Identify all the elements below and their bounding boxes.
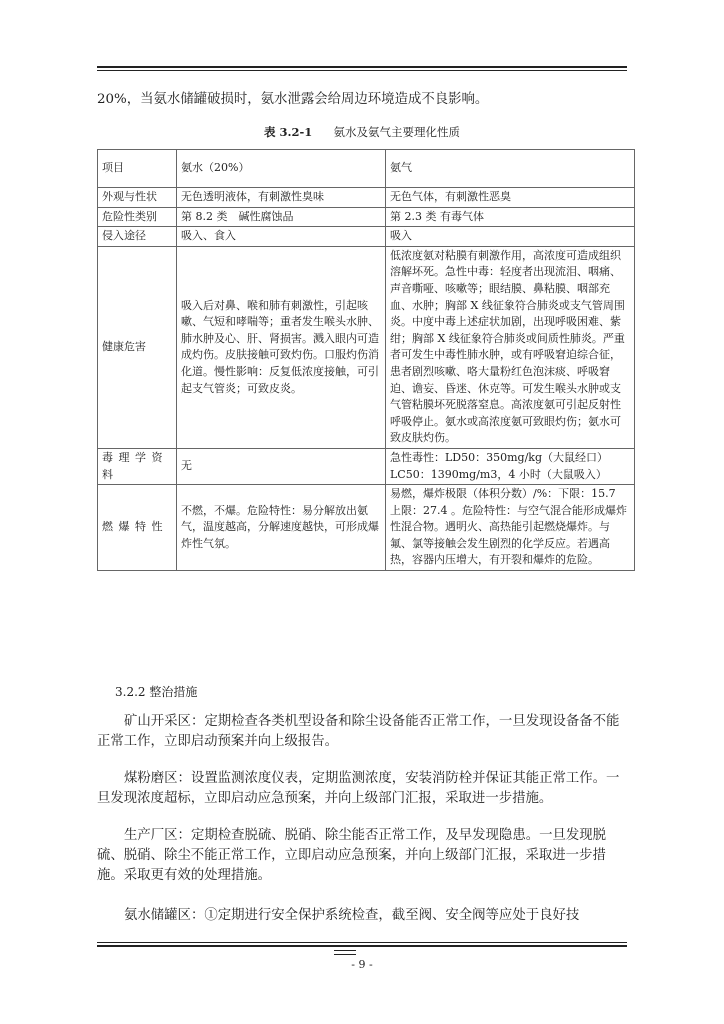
cell-route-water: 吸入、食入 <box>177 227 386 247</box>
paragraph-ammonia-tank-area: 氨水储罐区：①定期进行安全保护系统检查，截至阀、安全阀等应处于良好技 <box>124 908 580 923</box>
properties-table <box>97 149 635 571</box>
table-row <box>98 246 635 448</box>
table-row <box>98 207 635 227</box>
cell-health-gas: 低浓度氨对粘膜有刺激作用，高浓度可造成组织溶解坏死。急性中毒：轻度者出现流泪、咽痛、声音嘶哑、咳嗽等；眼结膜、鼻粘膜、咽部充血、水肿；胸部 X 线征象符合肺炎或支气管周围炎。中度中毒上述症状加剧，出现呼吸困难、紫绀；胸部 X 线征象符合肺炎或间质性肺炎。严重者可发生中毒性肺水肿，或有呼吸窘迫综合征，患者剧烈咳嗽、咯大量粉红色泡沫痰、呼吸窘迫、谵妄、昏迷、休克等。可发生喉头水肿或支气管粘膜坏死脱落窒息。高浓度氨可引起反射性呼吸停止。氨水或高浓度氨可致眼灼伤；氨水可致皮肤灼伤。 <box>386 246 635 448</box>
paragraph-production-area: 生产厂区：定期检查脱硫、脱硝、除尘能否正常工作，及早发现隐患。一旦发现脱硫、脱硝、除尘不能正常工作，立即启动应急预案，并向上级部门汇报，采取进一步措施。采取更有效的处理措施。 <box>97 828 607 883</box>
cell-hazard-class-water: 第 8.2 类 碱性腐蚀品 <box>177 207 386 227</box>
header-cell-item: 项目 <box>98 150 177 188</box>
cell-toxicology-gas: 急性毒性：LD50：350mg/kg（大鼠经口）LC50：1390mg/m3，4 小时（大鼠吸入） <box>386 448 635 484</box>
row-label-route: 侵入途径 <box>98 227 177 247</box>
footer-rule-thin <box>97 942 627 943</box>
section-heading: 3.2.2 整治措施 <box>115 685 198 699</box>
table-row <box>98 485 635 571</box>
cell-toxicology-water: 无 <box>177 448 386 484</box>
header-cell-ammonia-gas: 氨气 <box>386 150 635 188</box>
table-row <box>98 448 635 484</box>
table-row <box>98 188 635 208</box>
paragraph-coal-mill-area: 煤粉磨区：设置监测浓度仪表，定期监测浓度，安装消防栓并保证其能正常工作。一旦发现浓度超标，立即启动应急预案，并向上级部门汇报，采取进一步措施。 <box>97 771 620 806</box>
header-rule-thin <box>97 70 627 71</box>
table-caption-title: 氨水及氨气主要理化性质 <box>333 125 461 139</box>
cell-flammability-water: 不燃，不爆。危险特性：易分解放出氨气，温度越高，分解速度越快，可形成爆炸性气氛。 <box>177 485 386 571</box>
row-label-appearance: 外观与性状 <box>98 188 177 208</box>
row-label-flammability: 燃爆特性 <box>98 485 177 571</box>
row-label-hazard-class: 危险性类别 <box>98 207 177 227</box>
table-caption <box>97 124 627 140</box>
row-label-toxicology: 毒理学资料 <box>98 448 177 484</box>
paragraph-mining-area: 矿山开采区：定期检查各类机型设备和除尘设备能否正常工作，一旦发现设备备不能正常工作，立即启动预案并向上级报告。 <box>97 714 620 749</box>
cell-route-gas: 吸入 <box>386 227 635 247</box>
cell-appearance-water: 无色透明液体，有刺激性臭味 <box>177 188 386 208</box>
row-label-health: 健康危害 <box>98 246 177 448</box>
page-number-mark <box>334 950 356 955</box>
header-rule-thick <box>97 66 627 68</box>
page-number: - 9 - <box>351 958 373 971</box>
header-cell-ammonia-water: 氨水（20%） <box>177 150 386 188</box>
footer-rule-thick <box>97 945 627 947</box>
table-header-row <box>98 150 635 188</box>
cell-health-water: 吸入后对鼻、喉和肺有刺激性，引起咳嗽、气短和哮喘等；重者发生喉头水肿、肺水肿及心、肝、肾损害。溅入眼内可造成灼伤。皮肤接触可致灼伤。口服灼伤消化道。慢性影响：反复低浓度接触，可引起支气管炎；可致皮炎。 <box>177 246 386 448</box>
cell-hazard-class-gas: 第 2.3 类 有毒气体 <box>386 207 635 227</box>
intro-paragraph: 20%，当氨水储罐破损时，氨水泄露会给周边环境造成不良影响。 <box>97 92 489 107</box>
table-row <box>98 227 635 247</box>
cell-flammability-gas: 易燃，爆炸极限（体积分数）/%：下限：15.7 上限：27.4 。危险特性：与空气混合能形成爆炸性混合物。遇明火、高热能引起燃烧爆炸。与氟、氯等接触会发生剧烈的化学反应。若遇高热，容器内压增大，有开裂和爆炸的危险。 <box>386 485 635 571</box>
table-caption-number: 表 3.2-1 <box>263 125 313 139</box>
cell-appearance-gas: 无色气体，有刺激性恶臭 <box>386 188 635 208</box>
